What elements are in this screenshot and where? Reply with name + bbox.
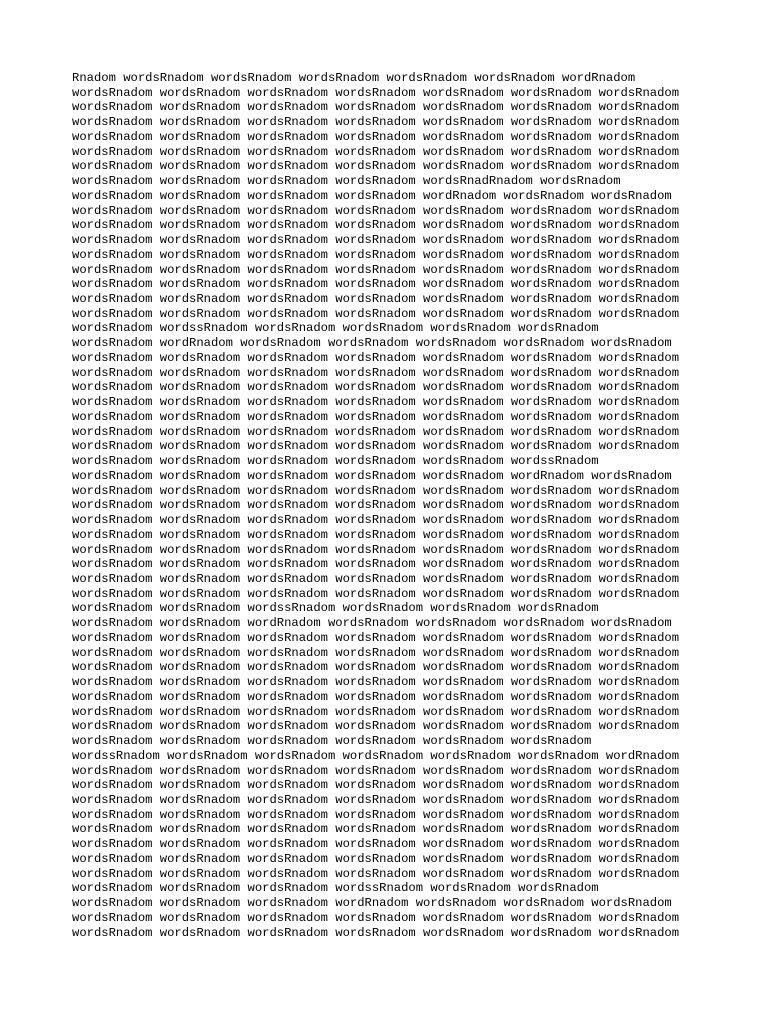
text-line: wordsRnadom wordsRnadom wordsRnadom wordsRnadom wordsRnadom wordsRnadom wordsRnadom — [72, 866, 680, 881]
body-text — [72, 71, 712, 940]
text-line: wordsRnadom wordsRnadom wordsRnadom wordRnadom wordsRnadom wordsRnadom wordsRnadom — [72, 896, 672, 911]
text-line: wordssRnadom wordsRnadom wordsRnadom wordsRnadom wordsRnadom wordsRnadom wordRnadom — [72, 748, 680, 763]
text-line: wordsRnadom wordsRnadom wordsRnadom wordsRnadom wordsRnadom wordsRnadom wordsRnadom — [72, 144, 680, 159]
text-line: wordsRnadom wordsRnadom wordsRnadom wordsRnadom wordsRnadom wordsRnadom wordsRnadom — [72, 409, 680, 424]
text-line: wordsRnadom wordsRnadom wordRnadom wordsRnadom wordsRnadom wordsRnadom wordsRnadom — [72, 616, 672, 631]
text-line: Rnadom wordsRnadom wordsRnadom wordsRnadom wordsRnadom wordsRnadom wordRnadom — [72, 71, 636, 85]
text-line: wordsRnadom wordsRnadom wordsRnadom wordsRnadom wordsRnadom wordsRnadom wordsRnadom — [72, 513, 680, 528]
text-line: wordsRnadom wordsRnadom wordsRnadom wordsRnadom wordsRnadom wordsRnadom wordsRnadom — [72, 719, 680, 734]
text-line: wordsRnadom wordsRnadom wordsRnadom wordsRnadom wordRnadom wordsRnadom wordsRnadom — [72, 188, 672, 203]
text-line: wordsRnadom wordsRnadom wordsRnadom wordsRnadom wordsRnadom wordsRnadom wordsRnadom — [72, 439, 680, 454]
text-line: wordsRnadom wordRnadom wordsRnadom wordsRnadom wordsRnadom wordsRnadom wordsRnadom — [72, 336, 672, 351]
text-line: wordsRnadom wordsRnadom wordsRnadom wordsRnadom wordsRnadom wordsRnadom wordsRnadom — [72, 203, 680, 218]
text-line: wordsRnadom wordsRnadom wordsRnadom wordsRnadom wordsRnadom wordsRnadom — [72, 734, 592, 749]
text-line: wordsRnadom wordsRnadom wordsRnadom wordsRnadom wordsRnadom wordsRnadom wordsRnadom — [72, 247, 680, 262]
text-line: wordsRnadom wordsRnadom wordsRnadom wordsRnadom wordsRnadom wordsRnadom wordsRnadom — [72, 645, 680, 660]
text-line: wordsRnadom wordsRnadom wordsRnadom wordsRnadom wordsRnadom wordsRnadom wordsRnadom — [72, 498, 680, 513]
text-line: wordsRnadom wordsRnadom wordsRnadom wordsRnadom wordsRnadRnadom wordsRnadom — [72, 174, 621, 189]
text-line: wordsRnadom wordsRnadom wordsRnadom wordsRnadom wordsRnadom wordsRnadom wordsRnadom — [72, 129, 680, 144]
text-line: wordsRnadom wordsRnadom wordsRnadom wordsRnadom wordsRnadom wordsRnadom wordsRnadom — [72, 365, 680, 380]
text-line: wordsRnadom wordsRnadom wordsRnadom wordsRnadom wordsRnadom wordsRnadom wordsRnadom — [72, 557, 680, 572]
text-line: wordsRnadom wordsRnadom wordsRnadom wordsRnadom wordsRnadom wordsRnadom wordsRnadom — [72, 277, 680, 292]
text-line: wordsRnadom wordsRnadom wordsRnadom wordsRnadom wordsRnadom wordsRnadom wordsRnadom — [72, 424, 680, 439]
text-line: wordsRnadom wordsRnadom wordsRnadom wordsRnadom wordsRnadom wordsRnadom wordsRnadom — [72, 233, 680, 248]
text-line: wordsRnadom wordsRnadom wordsRnadom wordsRnadom wordsRnadom wordsRnadom wordsRnadom — [72, 483, 680, 498]
text-line: wordsRnadom wordsRnadom wordsRnadom wordsRnadom wordsRnadom wordsRnadom wordsRnadom — [72, 660, 680, 675]
text-line: wordsRnadom wordsRnadom wordsRnadom wordsRnadom wordsRnadom wordsRnadom wordsRnadom — [72, 630, 680, 645]
text-line: wordsRnadom wordsRnadom wordsRnadom wordsRnadom wordsRnadom wordsRnadom wordsRnadom — [72, 807, 680, 822]
text-line: wordsRnadom wordsRnadom wordsRnadom wordsRnadom wordsRnadom wordsRnadom wordsRnadom — [72, 675, 680, 690]
text-line: wordsRnadom wordsRnadom wordsRnadom wordsRnadom wordsRnadom wordsRnadom wordsRnadom — [72, 586, 680, 601]
text-line: wordsRnadom wordsRnadom wordsRnadom wordsRnadom wordsRnadom wordsRnadom wordsRnadom — [72, 85, 680, 100]
text-line: wordsRnadom wordssRnadom wordsRnadom wordsRnadom wordsRnadom wordsRnadom — [72, 321, 599, 336]
text-line: wordsRnadom wordsRnadom wordsRnadom wordsRnadom wordsRnadom wordsRnadom wordsRnadom — [72, 306, 680, 321]
text-line: wordsRnadom wordsRnadom wordsRnadom wordsRnadom wordsRnadom wordsRnadom wordsRnadom — [72, 910, 680, 925]
text-line: wordsRnadom wordsRnadom wordsRnadom wordsRnadom wordsRnadom wordsRnadom wordsRnadom — [72, 218, 680, 233]
text-line: wordsRnadom wordsRnadom wordsRnadom wordsRnadom wordsRnadom wordsRnadom wordsRnadom — [72, 792, 680, 807]
text-line: wordsRnadom wordsRnadom wordsRnadom wordsRnadom wordsRnadom wordsRnadom wordsRnadom — [72, 115, 680, 130]
text-line: wordsRnadom wordsRnadom wordsRnadom wordsRnadom wordsRnadom wordsRnadom wordsRnadom — [72, 837, 680, 852]
text-line: wordsRnadom wordsRnadom wordsRnadom wordsRnadom wordsRnadom wordsRnadom wordsRnadom — [72, 763, 680, 778]
text-line: wordsRnadom wordsRnadom wordsRnadom wordsRnadom wordsRnadom wordsRnadom wordsRnadom — [72, 262, 680, 277]
text-line: wordsRnadom wordsRnadom wordsRnadom wordsRnadom wordsRnadom wordsRnadom wordsRnadom — [72, 778, 680, 793]
text-line: wordsRnadom wordsRnadom wordsRnadom wordsRnadom wordsRnadom wordsRnadom wordsRnadom — [72, 292, 680, 307]
text-line: wordsRnadom wordsRnadom wordsRnadom wordsRnadom wordsRnadom wordsRnadom wordsRnadom — [72, 689, 680, 704]
text-line: wordsRnadom wordsRnadom wordsRnadom wordsRnadom wordsRnadom wordsRnadom wordsRnadom — [72, 395, 680, 410]
text-line: wordsRnadom wordsRnadom wordsRnadom wordsRnadom wordsRnadom wordsRnadom wordsRnadom — [72, 704, 680, 719]
text-line: wordsRnadom wordsRnadom wordsRnadom wordsRnadom wordsRnadom wordsRnadom wordsRnadom — [72, 571, 680, 586]
text-line: wordsRnadom wordsRnadom wordsRnadom wordsRnadom wordsRnadom wordsRnadom wordsRnadom — [72, 350, 680, 365]
text-line: wordsRnadom wordsRnadom wordsRnadom wordsRnadom wordsRnadom wordsRnadom wordsRnadom — [72, 380, 680, 395]
text-line: wordsRnadom wordsRnadom wordsRnadom wordsRnadom wordsRnadom wordsRnadom wordsRnadom — [72, 159, 680, 174]
text-line: wordsRnadom wordsRnadom wordsRnadom wordsRnadom wordsRnadom wordsRnadom wordsRnadom — [72, 527, 680, 542]
text-line: wordsRnadom wordsRnadom wordsRnadom wordsRnadom wordsRnadom wordsRnadom wordsRnadom — [72, 542, 680, 557]
text-line: wordsRnadom wordsRnadom wordsRnadom wordssRnadom wordsRnadom wordsRnadom — [72, 881, 599, 896]
text-line: wordsRnadom wordsRnadom wordsRnadom wordsRnadom wordsRnadom wordsRnadom wordsRnadom — [72, 822, 680, 837]
text-line: wordsRnadom wordsRnadom wordsRnadom wordsRnadom wordsRnadom wordsRnadom wordsRnadom — [72, 851, 680, 866]
text-line: wordsRnadom wordsRnadom wordsRnadom wordsRnadom wordsRnadom wordRnadom wordsRnadom — [72, 468, 672, 483]
text-line: wordsRnadom wordsRnadom wordsRnadom wordsRnadom wordsRnadom wordsRnadom wordsRnadom — [72, 100, 680, 115]
text-line: wordsRnadom wordsRnadom wordssRnadom wordsRnadom wordsRnadom wordsRnadom — [72, 601, 599, 616]
text-line: wordsRnadom wordsRnadom wordsRnadom wordsRnadom wordsRnadom wordssRnadom — [72, 454, 599, 469]
text-line: wordsRnadom wordsRnadom wordsRnadom wordsRnadom wordsRnadom wordsRnadom wordsRnadom — [72, 925, 680, 940]
